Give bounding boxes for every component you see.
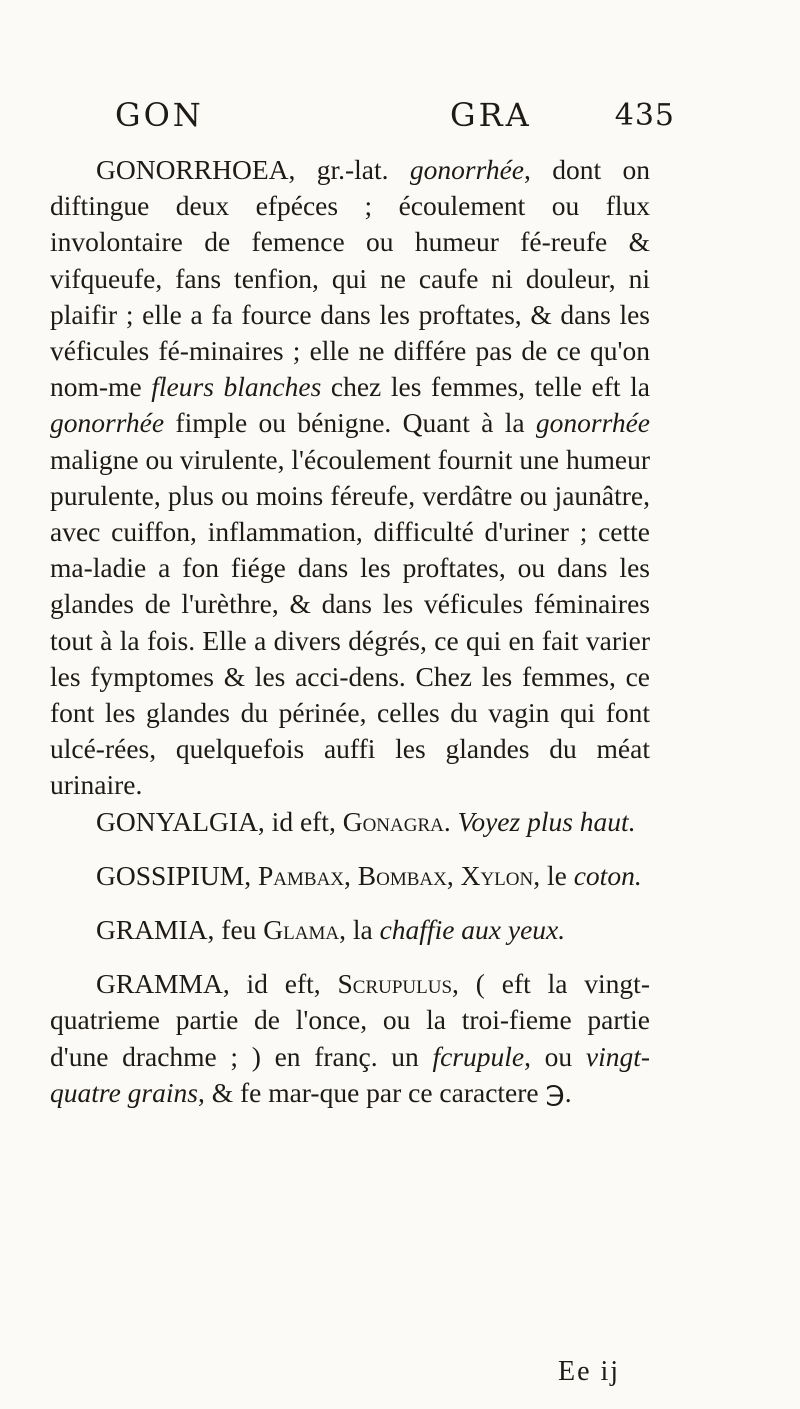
- text-run: , dont on diftingue deux efpéces ; écoulement ou flux involontaire de femence ou humeur fé-reufe & vifqueufe, fans tenfion, qui ne caufe ni douleur, ni plaifir ; elle a fa fource dans les proftates, & dans les véficules fé-minaires ; elle ne différe pas de ce qu'on nom-me: [50, 154, 650, 403]
- running-header: [115, 96, 675, 144]
- small-caps-run: Glama: [263, 914, 340, 946]
- entry-gramia: [50, 912, 650, 948]
- text-run: GONORRHOEA, gr.-lat.: [96, 154, 410, 185]
- italic-run: fcrupule: [432, 1040, 525, 1072]
- text-run: GONYALGIA, id eft,: [96, 805, 343, 837]
- text-run: fimple ou bénigne. Quant à la: [164, 407, 536, 439]
- small-caps-run: Scrupulus: [337, 968, 453, 1000]
- text-run: GOSSIPIUM,: [96, 859, 258, 891]
- header-left-word: GON: [115, 96, 204, 134]
- italic-run: fleurs blanches: [151, 371, 322, 403]
- text-run: GRAMMA, id eft,: [96, 968, 338, 1000]
- italic-run: gonorrhée: [50, 407, 165, 439]
- text-run: ,: [446, 859, 461, 891]
- small-caps-run: Pambax: [257, 859, 345, 891]
- text-run: , ou: [524, 1040, 586, 1072]
- italic-run: vingt-quatre grains: [50, 1040, 651, 1108]
- small-caps-run: Xylon: [460, 859, 534, 891]
- entry-gonorrhoea: [50, 152, 650, 804]
- entry-gossipium: [50, 858, 650, 894]
- italic-run: coton.: [573, 859, 642, 891]
- text-run: GRAMIA, feu: [96, 914, 264, 946]
- italic-run: chaffie aux yeux.: [379, 914, 566, 946]
- signature-mark: Ee ij: [558, 1356, 621, 1387]
- page-number: 435: [614, 98, 675, 133]
- entry-gramma: [50, 966, 650, 1111]
- italic-run: gonorrhée: [409, 154, 524, 185]
- text-run: .: [443, 805, 458, 837]
- text-run: ,: [344, 859, 358, 891]
- text-run: , le: [533, 859, 574, 891]
- small-caps-run: Gonagra: [342, 805, 444, 837]
- dictionary-text: [50, 152, 650, 1111]
- small-caps-run: Bombax: [357, 859, 447, 891]
- header-center-word: GRA: [450, 96, 532, 134]
- text-run: , ( eft la vingt-quatrieme partie de l'once, ou la troi-fieme partie d'une drachme ; ) en franç. un: [50, 968, 650, 1072]
- text-run: maligne ou virulente, l'écoulement fournit une humeur purulente, plus ou moins féreufe, verdâtre ou jaunâtre, avec cuiffon, inflammation, difficulté d'uriner ; cette ma-ladie a fon fiége dans les proftates, ou dans les glandes de l'urèthre, & dans les véficules féminaires tout à la fois. Elle a divers dégrés, ce qui en fait varier les fymptomes & les acci-dens. Chez les femmes, ce font les glandes du périnée, celles du vagin qui font ulcé-rées, quelquefois auffi les glandes du méat urinaire.: [50, 443, 650, 801]
- text-run: , la: [339, 914, 380, 946]
- italic-run: gonorrhée: [535, 407, 650, 439]
- text-run: chez les femmes, telle eft la: [321, 371, 650, 403]
- entry-gonyalgia: [50, 804, 650, 840]
- text-run: , & fe mar-que par ce caractere ℈.: [197, 1076, 572, 1108]
- italic-run: Voyez plus haut.: [457, 805, 636, 837]
